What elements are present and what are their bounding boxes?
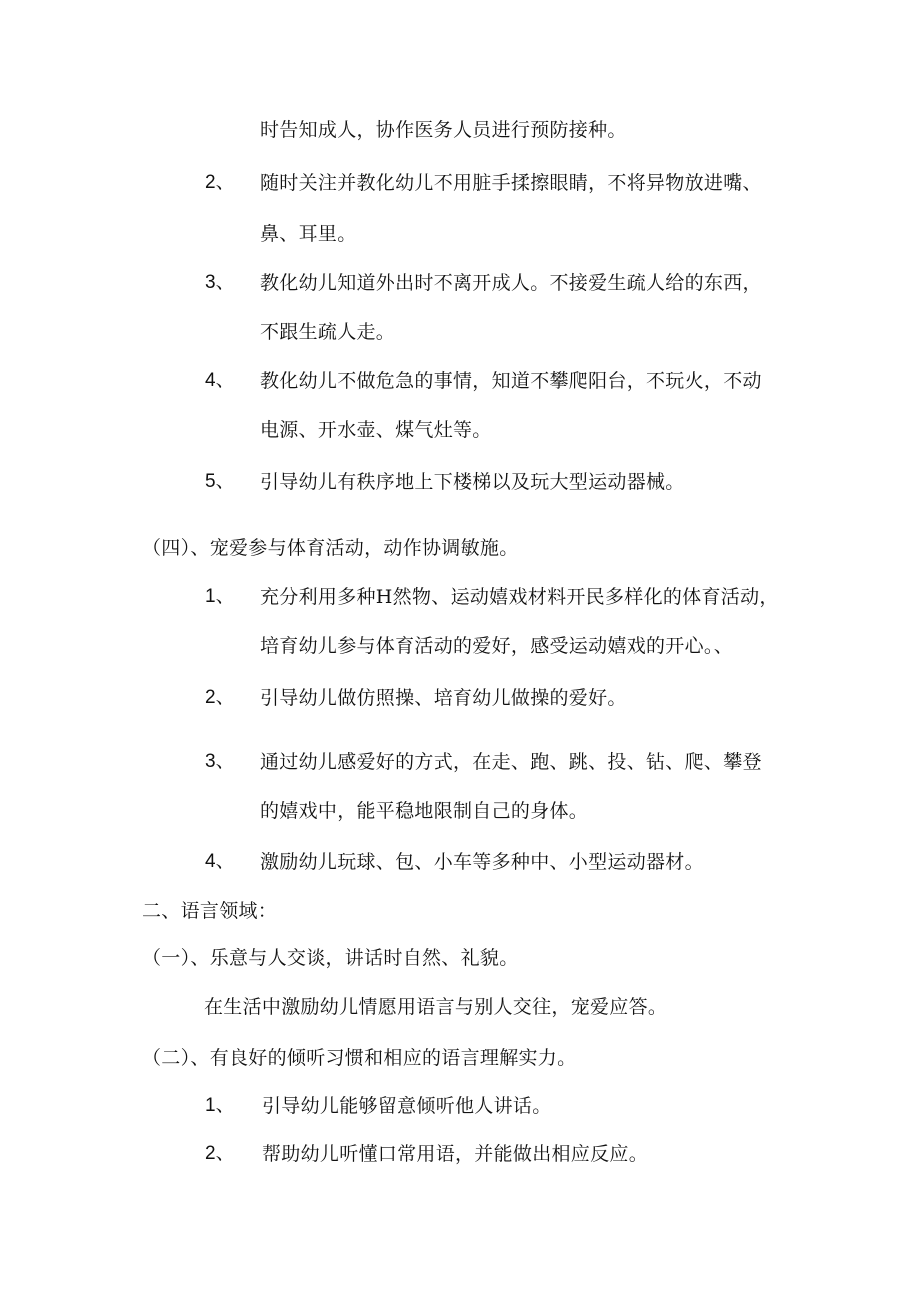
list-number: 4、	[205, 370, 235, 391]
text-line: 随时关注并教化幼儿不用脏手揉擦眼睛，不将异物放进嘴、	[260, 172, 762, 194]
text-line: 教化幼儿知道外出时不离开成人。不接爱生疏人给的东西，	[260, 272, 762, 294]
list-number: 2、	[205, 1143, 235, 1164]
text-line: 引导幼儿能够留意倾听他人讲话。	[262, 1095, 552, 1117]
text-line: 教化幼儿不做危急的事情，知道不攀爬阳台，不玩火，不动	[260, 370, 762, 392]
text-line: 通过幼儿感爱好的方式，在走、跑、跳、投、钻、爬、攀登	[260, 751, 762, 773]
text-line: 培育幼儿参与体育活动的爱好，感受运动嬉戏的开心。、	[260, 635, 734, 657]
text-line: 电源、开水壶、煤气灶等。	[260, 419, 492, 441]
text-line: 的嬉戏中，能平稳地限制自己的身体。	[260, 800, 589, 822]
section-heading: 二、语言领域：	[142, 900, 278, 922]
text-line: 时告知成人，协作医务人员进行预防接种。	[260, 119, 627, 141]
text-line: 帮助幼儿听懂口常用语，并能做出相应反应。	[262, 1143, 649, 1165]
text-line: 激励幼儿玩球、包、小车等多种中、小型运动器材。	[260, 851, 704, 873]
subsection-heading: （二）、有良好的倾听习惯和相应的语言理解实力。	[142, 1047, 577, 1069]
text-line: 引导幼儿有秩序地上下楼梯以及玩大型运动器械。	[260, 471, 685, 493]
text-line: 不跟生疏人走。	[260, 321, 396, 343]
list-number: 4、	[205, 851, 235, 872]
text-line: 鼻、耳里。	[260, 223, 357, 245]
list-number: 3、	[205, 751, 235, 772]
text-line: 引导幼儿做仿照操、培育幼儿做操的爱好。	[260, 687, 627, 709]
text-line: 在生活中激励幼儿情愿用语言与别人交往，宠爱应答。	[204, 996, 668, 1018]
list-number: 3、	[205, 272, 235, 293]
list-number: 1、	[205, 586, 235, 607]
section-heading: （四）、宠爱参与体育活动，动作协调敏施。	[142, 537, 519, 559]
list-number: 1、	[205, 1095, 235, 1116]
text-line: 充分利用多种H然物、运动嬉戏材料开民多样化的体育活动，	[260, 586, 779, 608]
list-number: 2、	[205, 172, 235, 193]
list-number: 2、	[205, 687, 235, 708]
list-number: 5、	[205, 471, 235, 492]
subsection-heading: （一）、乐意与人交谈，讲话时自然、礼貌。	[142, 947, 519, 969]
